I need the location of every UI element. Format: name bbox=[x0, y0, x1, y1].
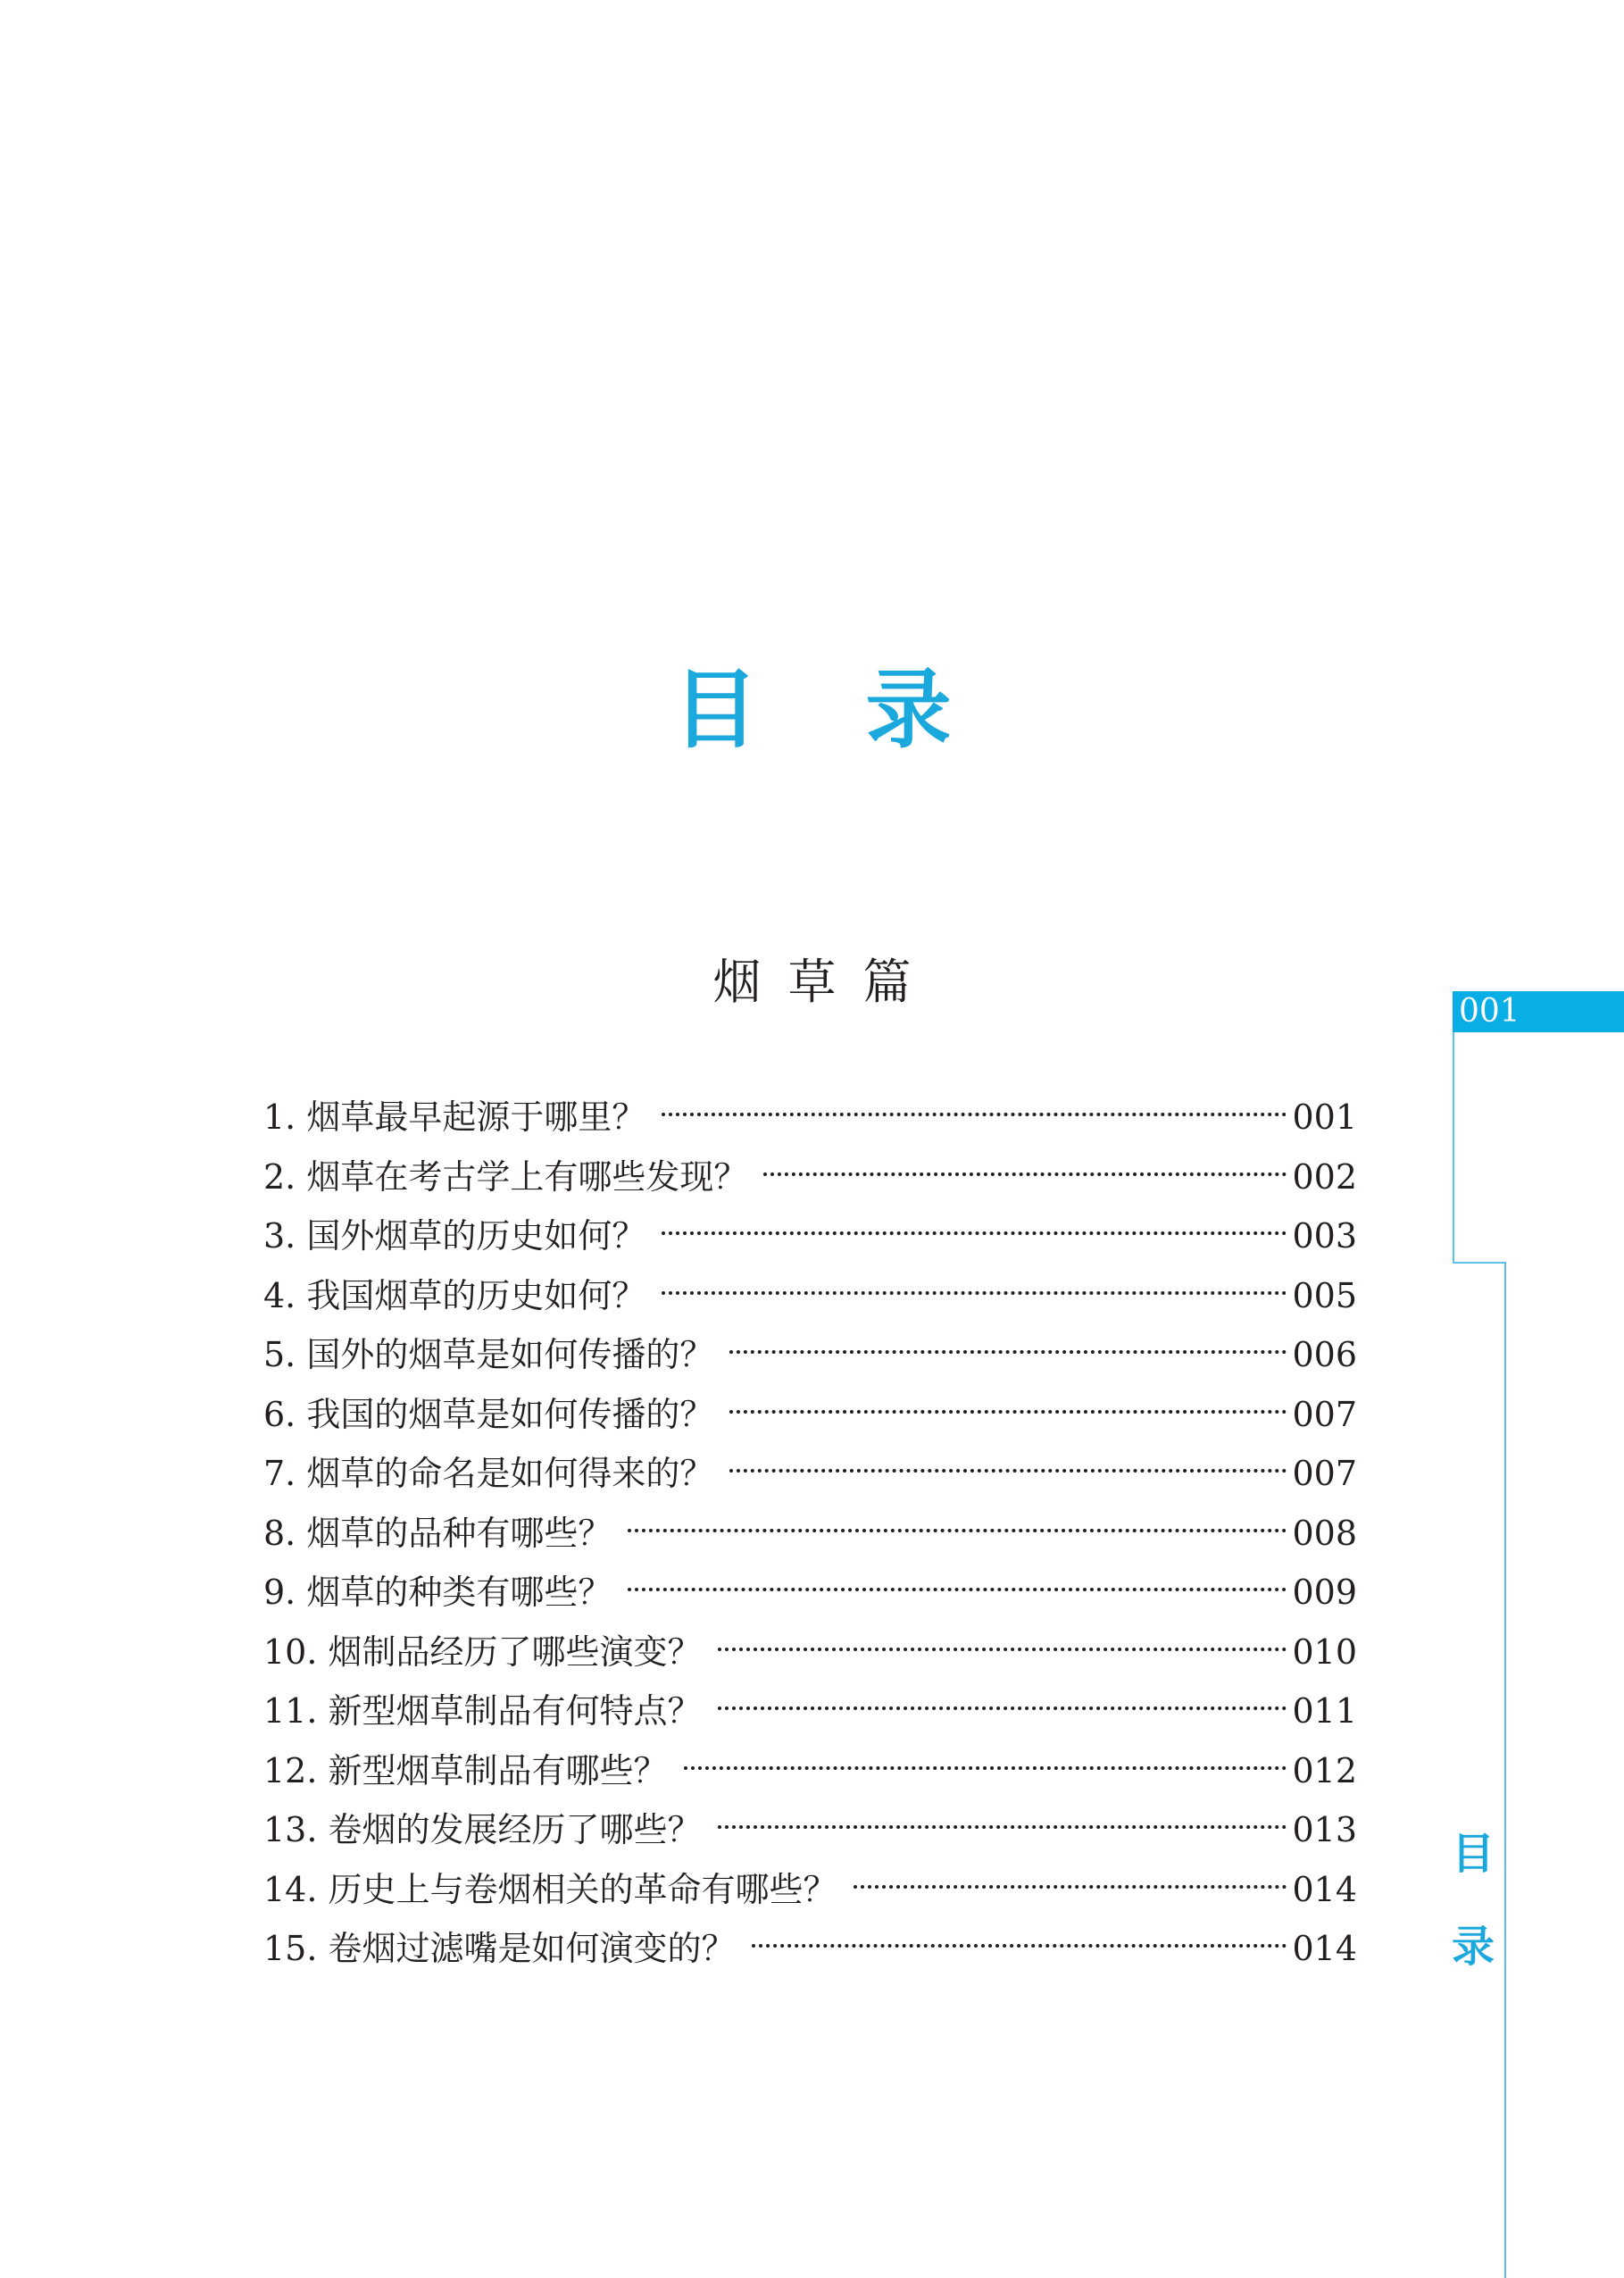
toc-entry-page: 005 bbox=[1292, 1275, 1357, 1315]
toc-entry-page: 014 bbox=[1292, 1869, 1357, 1909]
tab-border-left bbox=[1453, 1032, 1454, 1262]
toc-entry-title: 5. 国外的烟草是如何传播的？ bbox=[263, 1335, 714, 1374]
toc-dot-leader bbox=[662, 1291, 1287, 1295]
toc-dot-leader bbox=[763, 1172, 1287, 1176]
toc-entry-title: 2. 烟草在考古学上有哪些发现？ bbox=[263, 1156, 748, 1197]
toc-entry[interactable] bbox=[263, 1206, 1357, 1266]
toc-entry-title: 10. 烟制品经历了哪些演变？ bbox=[263, 1631, 702, 1672]
toc-dot-leader bbox=[729, 1469, 1287, 1473]
toc-entry[interactable] bbox=[263, 1919, 1357, 1979]
toc-entry[interactable] bbox=[263, 1147, 1357, 1207]
toc-entry-title: 7. 烟草的命名是如何得来的？ bbox=[263, 1454, 714, 1493]
toc-dot-leader bbox=[854, 1885, 1287, 1889]
toc-entry-title: 3. 国外烟草的历史如何？ bbox=[263, 1216, 646, 1256]
toc-entry-title: 6. 我国的烟草是如何传播的？ bbox=[263, 1394, 714, 1434]
toc-dot-leader bbox=[729, 1350, 1287, 1354]
toc-entry-title: 14. 历史上与卷烟相关的革命有哪些？ bbox=[263, 1869, 837, 1909]
toc-entry-title: 4. 我国烟草的历史如何？ bbox=[263, 1275, 646, 1315]
toc-entry-title: 13. 卷烟的发展经历了哪些？ bbox=[263, 1810, 702, 1849]
toc-entry-page: 002 bbox=[1292, 1156, 1357, 1197]
toc-entry-title: 8. 烟草的品种有哪些？ bbox=[263, 1513, 612, 1553]
toc-dot-leader bbox=[718, 1825, 1287, 1829]
toc-dot-leader bbox=[662, 1231, 1287, 1235]
toc-dot-leader bbox=[752, 1944, 1287, 1948]
toc-entry[interactable] bbox=[263, 1800, 1357, 1860]
toc-dot-leader bbox=[729, 1410, 1287, 1414]
toc-entry[interactable] bbox=[263, 1385, 1357, 1445]
toc-dot-leader bbox=[662, 1113, 1287, 1116]
toc-entry-page: 014 bbox=[1292, 1929, 1357, 1968]
toc-entry[interactable] bbox=[263, 1741, 1357, 1801]
toc-entry-title: 15. 卷烟过滤嘴是如何演变的？ bbox=[263, 1929, 736, 1968]
side-title-char-2: 录 bbox=[1451, 1922, 1495, 1972]
toc-entry[interactable] bbox=[263, 1088, 1357, 1147]
toc-entry-page: 006 bbox=[1292, 1335, 1357, 1374]
toc-entry[interactable] bbox=[263, 1623, 1357, 1682]
toc-entry-title: 11. 新型烟草制品有何特点？ bbox=[263, 1691, 702, 1731]
toc-dot-leader bbox=[628, 1588, 1287, 1591]
side-title-char-1: 目 bbox=[1451, 1829, 1495, 1879]
tab-border-right bbox=[1504, 1262, 1506, 2278]
toc-entry[interactable] bbox=[263, 1266, 1357, 1326]
page-title-char-1: 目 bbox=[672, 660, 759, 760]
tab-border-step bbox=[1453, 1262, 1506, 1264]
toc-entry-page: 011 bbox=[1292, 1691, 1357, 1731]
toc-dot-leader bbox=[718, 1648, 1287, 1651]
table-of-contents bbox=[263, 1088, 1357, 1979]
toc-entry[interactable] bbox=[263, 1325, 1357, 1385]
section-title: 烟草篇 bbox=[712, 954, 938, 1010]
toc-dot-leader bbox=[628, 1529, 1287, 1532]
toc-entry[interactable] bbox=[263, 1563, 1357, 1623]
toc-entry-title: 12. 新型烟草制品有哪些？ bbox=[263, 1750, 668, 1790]
toc-entry[interactable] bbox=[263, 1681, 1357, 1741]
toc-entry-page: 001 bbox=[1292, 1097, 1357, 1137]
toc-entry-title: 9. 烟草的种类有哪些？ bbox=[263, 1573, 612, 1612]
toc-entry-page: 007 bbox=[1292, 1394, 1357, 1434]
toc-entry-page: 007 bbox=[1292, 1454, 1357, 1493]
toc-entry-page: 003 bbox=[1292, 1216, 1357, 1256]
toc-entry[interactable] bbox=[263, 1504, 1357, 1564]
toc-entry-page: 010 bbox=[1292, 1631, 1357, 1672]
toc-entry-page: 012 bbox=[1292, 1750, 1357, 1790]
toc-entry-page: 013 bbox=[1292, 1810, 1357, 1849]
toc-entry-page: 009 bbox=[1292, 1573, 1357, 1612]
toc-entry-title: 1. 烟草最早起源于哪里？ bbox=[263, 1097, 646, 1137]
toc-dot-leader bbox=[718, 1706, 1287, 1710]
toc-entry-page: 008 bbox=[1292, 1513, 1357, 1553]
page-title bbox=[0, 661, 1624, 759]
toc-dot-leader bbox=[684, 1766, 1287, 1770]
page-title-char-2: 录 bbox=[865, 660, 952, 760]
toc-entry[interactable] bbox=[263, 1444, 1357, 1504]
page-number: 001 bbox=[1459, 993, 1520, 1030]
toc-entry[interactable] bbox=[263, 1860, 1357, 1920]
